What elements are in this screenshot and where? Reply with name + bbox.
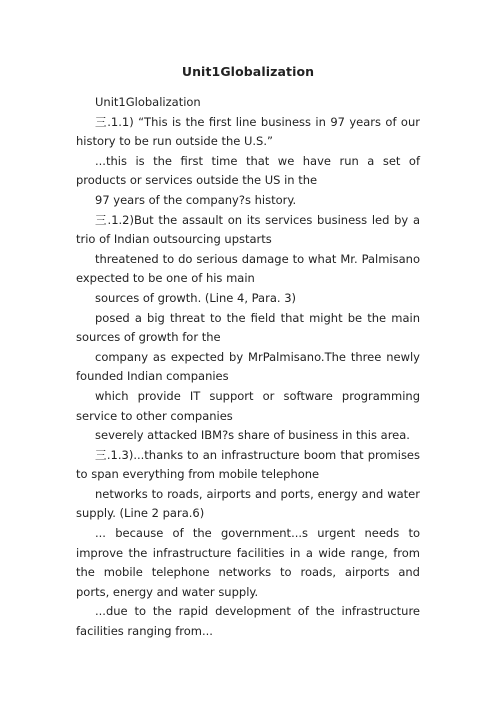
paragraph: 三.1.1) “This is the first line business in 97 years of our history to be run outside the U.S.” — [76, 114, 420, 149]
paragraph: ...this is the first time that we have run a set of products or services outside the US in the — [76, 153, 420, 188]
paragraph: severely attacked IBM?s share of business in this area. — [95, 428, 410, 443]
paragraph: sources of growth. (Line 4, Para. 3) — [95, 290, 296, 305]
paragraph: posed a big threat to the field that might be the main sources of growth for the — [76, 310, 420, 345]
paragraph: 三.1.3)...thanks to an infrastructure boom that promises to span everything from mobile telephone — [76, 447, 420, 482]
paragraph: company as expected by MrPalmisano.The three newly founded Indian companies — [76, 349, 420, 384]
paragraph: networks to roads, airports and ports, energy and water supply. (Line 2 para.6) — [76, 486, 420, 521]
document-body — [76, 93, 420, 642]
paragraph: which provide IT support or software programming service to other companies — [76, 388, 420, 423]
paragraph: ... because of the government...s urgent needs to improve the infrastructure facilities in a wide range, from the mobile telephone networks to roads, airports and ports, energy and water supply. — [76, 526, 420, 599]
paragraph: ...due to the rapid development of the infrastructure facilities ranging from... — [76, 604, 420, 639]
document-title: Unit1Globalization — [181, 64, 315, 79]
paragraph: 97 years of the company?s history. — [95, 192, 297, 207]
paragraph: threatened to do serious damage to what Mr. Palmisano expected to be one of his main — [76, 251, 420, 286]
paragraph: 三.1.2)But the assault on its services business led by a trio of Indian outsourcing upstarts — [76, 212, 420, 247]
paragraph: Unit1Globalization — [95, 95, 201, 109]
